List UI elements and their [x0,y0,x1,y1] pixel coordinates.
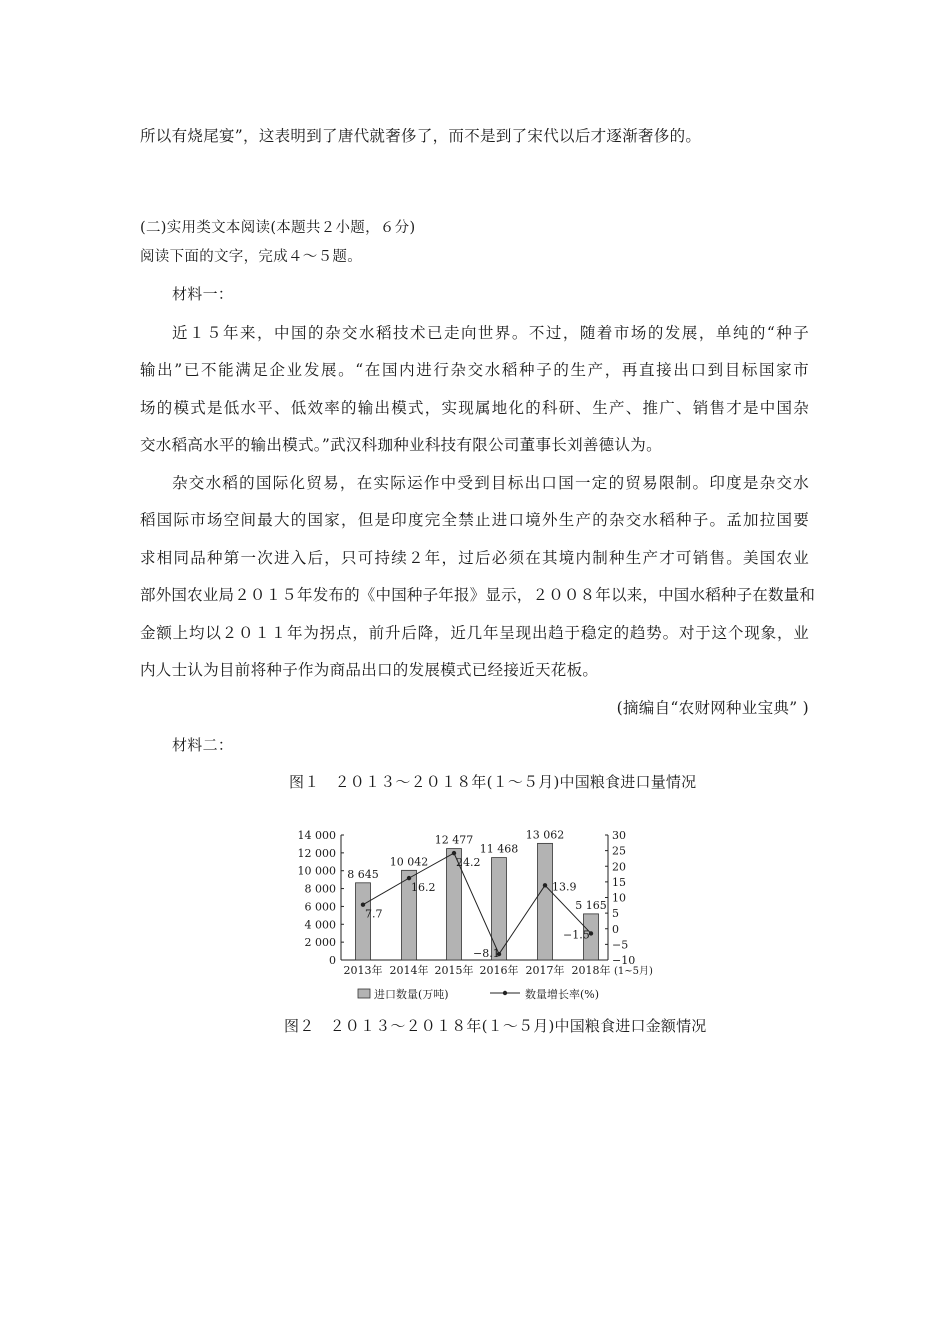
bar-value-label: 8 645 [347,867,379,881]
left-tick-label: 14 000 [297,829,336,842]
growth-point [543,883,547,887]
right-tick-label: −5 [612,938,629,952]
bar [492,858,507,960]
legend-line-marker [503,991,507,995]
growth-value-label: −8.1 [473,947,500,961]
right-tick-label: 0 [612,922,619,936]
bar [538,843,553,960]
left-tick-label: 0 [329,954,336,967]
bar-value-label: 11 468 [479,842,519,856]
right-tick-label: 15 [612,875,626,889]
category-label: 2013年 [343,964,383,977]
para2-line-1: 杂交水稻的国际化贸易，在实际运作中受到目标出口国一定的贸易限制。印度是杂交水 [172,474,809,492]
bar-value-label: 13 062 [525,828,565,842]
material1-label: 材料一： [172,285,234,303]
right-tick-label: 25 [612,844,626,858]
growth-value-label: 7.7 [365,907,383,921]
para2-line-4: 部外国农业局２０１５年发布的《中国种子年报》显示，２００８年以来，中国水稻种子在数量和 [140,586,816,604]
left-tick-label: 2 000 [304,936,336,950]
para1-line-3: 场的模式是低水平、低效率的输出模式，实现属地化的科研、生产、推广、销售才是中国杂 [140,399,809,417]
category-label: 2017年 [525,964,565,977]
left-tick-label: 6 000 [304,900,336,914]
instruction: 阅读下面的文字，完成４～５题。 [140,249,362,265]
top-line: 所以有烧尾宴”，这表明到了唐代就奢侈了，而不是到了宋代以后才逐渐奢侈的。 [140,127,702,145]
right-tick-label: 20 [612,860,626,874]
growth-value-label: 24.2 [456,856,481,870]
section-heading: (二)实用类文本阅读(本题共２小题，６分) [140,220,416,236]
legend-bar-label: 进口数量(万吨) [374,988,449,1001]
right-tick-label: 5 [612,907,619,921]
grain-import-chart [285,826,670,1006]
growth-point [407,876,411,880]
bar-value-label: 12 477 [434,833,474,847]
growth-value-label: −1.5 [563,928,590,942]
growth-value-label: 16.2 [411,881,436,895]
source-citation: (摘编自“农财网种业宝典” ) [616,699,809,717]
right-tick-label: −10 [612,954,636,967]
category-suffix-label: (1~5月) [614,966,653,977]
para2-line-2: 稻国际市场空间最大的国家，但是印度完全禁止进口境外生产的杂交水稻种子。孟加拉国要 [140,511,809,529]
right-tick-label: 30 [612,829,626,842]
left-tick-label: 8 000 [304,882,336,896]
category-label: 2018年 [571,964,611,977]
right-tick-label: 10 [612,891,626,905]
category-label: 2014年 [389,964,429,977]
para1-line-4: 交水稻高水平的输出模式。”武汉科珈种业科技有限公司董事长刘善德认为。 [140,436,662,454]
legend-line-label: 数量增长率(%) [525,988,600,1001]
para1-line-2: 输出”已不能满足企业发展。“在国内进行杂交水稻种子的生产，再直接出口到目标国家市 [140,361,809,379]
figure1-caption: 图１ ２０１３～２０１８年(１～５月)中国粮食进口量情况 [289,773,697,791]
category-label: 2015年 [434,964,474,977]
para2-line-5: 金额上均以２０１１年为拐点，前升后降，近几年呈现出趋于稳定的趋势。对于这个现象，业 [140,624,809,642]
bar-value-label: 5 165 [575,898,607,912]
material2-label: 材料二： [172,736,234,754]
figure2-caption: 图２ ２０１３～２０１８年(１～５月)中国粮食进口金额情况 [284,1017,707,1035]
bar-value-label: 10 042 [389,855,429,869]
left-tick-label: 4 000 [304,918,336,932]
left-tick-label: 10 000 [297,864,336,878]
growth-point [361,902,365,906]
growth-value-label: 13.9 [552,880,577,894]
category-label: 2016年 [479,964,519,977]
bar [356,883,371,960]
para1-line-1: 近１５年来，中国的杂交水稻技术已走向世界。不过，随着市场的发展，单纯的“种子 [172,324,809,342]
para2-line-3: 求相同品种第一次进入后，只可持续２年，过后必须在其境内制种生产才可销售。美国农业 [140,549,809,567]
legend-bar-swatch [358,989,370,998]
left-tick-label: 12 000 [297,846,336,860]
para2-line-6: 内人士认为目前将种子作为商品出口的发展模式已经接近天花板。 [140,661,599,679]
growth-point [452,851,456,855]
